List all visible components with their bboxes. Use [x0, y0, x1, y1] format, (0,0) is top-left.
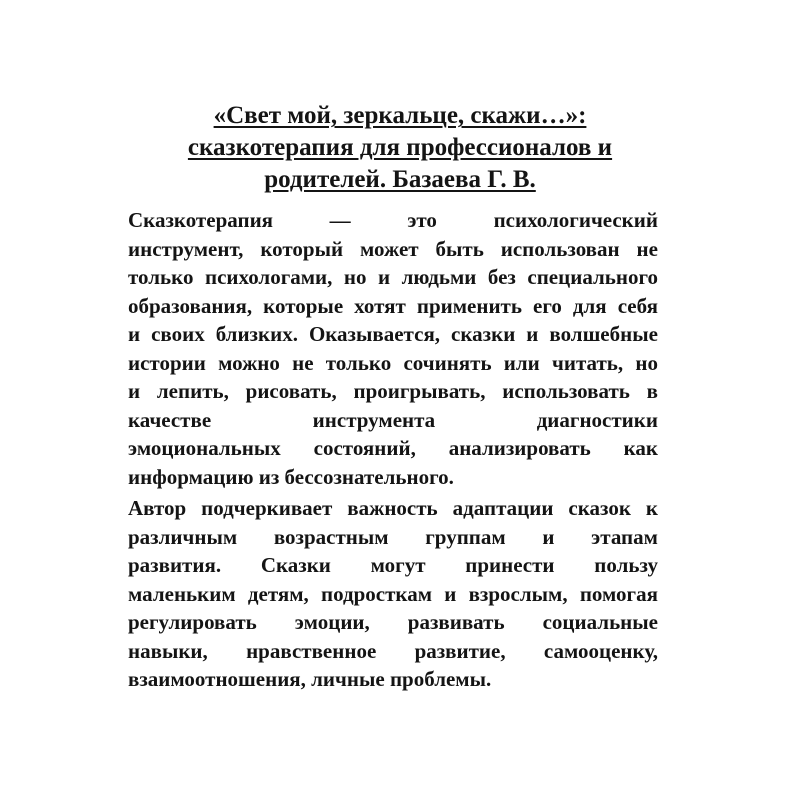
word: специального: [527, 265, 658, 289]
text-line: информацию из бессознательного.: [128, 464, 454, 489]
word: проигрывать,: [353, 379, 486, 403]
word: психологический: [493, 208, 658, 232]
word: но: [635, 350, 658, 375]
word: Сказкотерапия: [128, 208, 274, 232]
word: и: [128, 379, 141, 403]
word: не: [292, 350, 314, 375]
text-line: [128, 263, 658, 292]
word: и: [444, 581, 457, 606]
word: регулировать: [128, 610, 257, 634]
word: детям,: [247, 581, 309, 606]
word: —: [329, 208, 351, 232]
word: подросткам: [321, 581, 433, 606]
word: и: [128, 322, 141, 346]
text-line: [128, 292, 658, 321]
word: рисовать,: [245, 379, 337, 403]
word: группам: [425, 524, 506, 549]
word: использовать: [502, 379, 630, 403]
word: самооценку,: [543, 638, 658, 663]
text-line: [128, 580, 658, 609]
word: людьми: [401, 265, 477, 289]
word: использован: [500, 236, 620, 261]
word: применить: [416, 293, 522, 318]
text-line: взаимоотношения, личные проблемы.: [128, 667, 492, 691]
word: только: [325, 350, 392, 375]
word: важность: [347, 496, 438, 520]
word: лепить,: [156, 379, 229, 403]
text-line: [128, 523, 658, 552]
word: образования,: [128, 293, 253, 318]
word: социальные: [542, 610, 658, 634]
text-line: [128, 608, 658, 637]
word: к: [645, 496, 658, 520]
text-line: [128, 377, 658, 406]
word: адаптации: [452, 496, 554, 520]
word: хотят: [354, 293, 406, 318]
word: взрослым,: [468, 581, 568, 606]
text-line: [128, 349, 658, 378]
paragraph-author: [128, 494, 658, 694]
word: эмоции,: [294, 610, 370, 634]
word: сочинять: [403, 350, 492, 375]
word: принести: [465, 553, 555, 577]
word: пользу: [594, 553, 658, 577]
word: состояний,: [313, 436, 416, 460]
text-line: [128, 235, 658, 264]
word: но: [343, 265, 367, 289]
title-line-2: сказкотерапия для профессионалов и: [187, 134, 613, 161]
word: психологами,: [204, 265, 333, 289]
word: без: [487, 265, 516, 289]
word: навыки,: [128, 638, 208, 663]
text-line: [128, 206, 658, 235]
word: помогая: [579, 581, 658, 606]
word: инструмента: [312, 407, 436, 432]
word: может: [360, 236, 419, 261]
text-line: [128, 637, 658, 666]
text-line: [128, 406, 658, 435]
word: своих: [151, 322, 205, 346]
word: различным: [128, 524, 238, 549]
word: и: [526, 322, 539, 346]
word: его: [533, 293, 562, 318]
title-line-3: родителей. Базаева Г. В.: [264, 166, 536, 193]
word: могут: [370, 553, 426, 577]
word: эмоциональных: [128, 436, 281, 460]
word: для: [572, 293, 607, 318]
word: только: [128, 265, 194, 289]
word: развитие,: [414, 638, 506, 663]
word: Автор: [128, 496, 187, 520]
word: анализировать: [448, 436, 591, 460]
word: Сказки: [260, 553, 331, 577]
word: волшебные: [549, 322, 658, 346]
word: которые: [263, 293, 344, 318]
word: быть: [435, 236, 484, 261]
title-line-1: «Свет мой, зеркальце, скажи…»:: [213, 102, 587, 129]
word: который: [260, 236, 344, 261]
word: истории: [128, 350, 206, 375]
word: и: [542, 524, 555, 549]
word: читать,: [552, 350, 624, 375]
word: возрастным: [273, 524, 389, 549]
word: это: [407, 208, 437, 232]
word: развития.: [128, 553, 222, 577]
text-line: [128, 494, 658, 523]
word: и: [378, 265, 391, 289]
text-line: [128, 320, 658, 349]
word: не: [636, 236, 658, 261]
word: близких.: [215, 322, 298, 346]
word: подчеркивает: [201, 496, 333, 520]
word: нравственное: [246, 638, 377, 663]
word: Оказывается,: [308, 322, 441, 346]
word: в: [646, 379, 658, 403]
book-title: [150, 100, 650, 196]
word: этапам: [591, 524, 658, 549]
text-line: [128, 434, 658, 463]
word: себя: [617, 293, 658, 318]
word: развивать: [407, 610, 505, 634]
word: качестве: [128, 407, 212, 432]
word: диагностики: [536, 407, 658, 432]
word: сказки: [451, 322, 516, 346]
word: инструмент,: [128, 236, 244, 261]
word: можно: [218, 350, 280, 375]
word: сказок: [568, 496, 631, 520]
word: как: [623, 436, 658, 460]
paragraph-intro: [128, 206, 658, 491]
word: или: [503, 350, 540, 375]
word: маленьким: [128, 581, 236, 606]
text-line: [128, 551, 658, 580]
